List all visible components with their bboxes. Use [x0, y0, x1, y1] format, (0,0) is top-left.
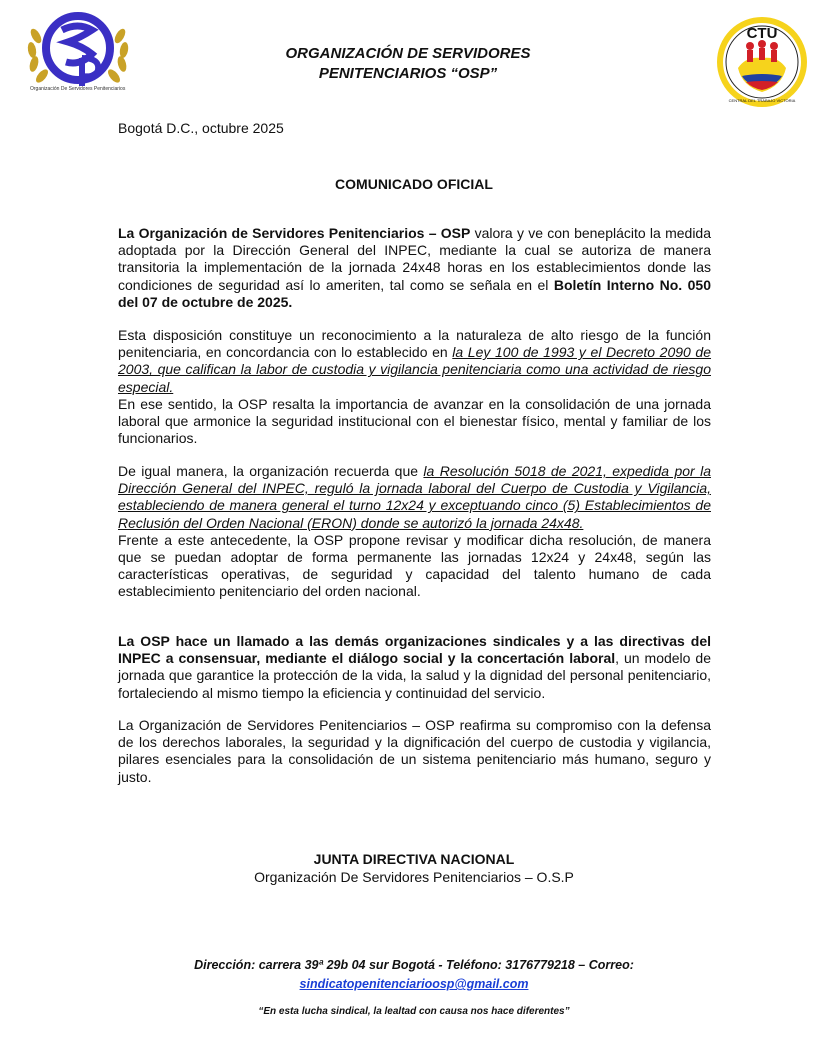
paragraph-7: La Organización de Servidores Penitenciarios – OSP reafirma su compromiso con la defensa de los derechos laborales, la seguridad y la dignificación del cuerpo de custodia y vigilancia, pilares esenciales para la consolidación de un sistema penitenciario más humano, seguro y justo.: [118, 717, 711, 785]
ctu-logo-ring-text: CENTRAL DEL TRABAJO VICTORIA: [728, 98, 796, 103]
document-heading: COMUNICADO OFICIAL: [335, 176, 493, 192]
footer-quote: “En esta lucha sindical, la lealtad con causa nos hace diferentes”: [258, 1006, 570, 1017]
paragraph-3: En ese sentido, la OSP resalta la importancia de avanzar en la consolidación de una jornada laboral que armonice la seguridad institucional con el bienestar físico, mental y familiar de los funcionarios.: [118, 395, 711, 447]
signature-organization: Organización De Servidores Penitenciarios – O.S.P: [254, 869, 574, 885]
ctu-logo-text: CTU: [746, 25, 778, 42]
paragraph-6-text: , un modelo de jornada que garantice la protección de la vida, la salud y la dignidad del personal penitenciario, fortaleciendo al mismo tiempo la eficiencia y continuidad del servicio.: [118, 650, 711, 701]
paragraph-2-underlined: la Ley 100 de 1993 y el Decreto 2090 de 2003, que califican la labor de custodia y vigilancia penitenciaria como una actividad de riesgo especial.: [118, 344, 712, 395]
paragraph-2-block: [118, 327, 711, 396]
paragraph-4: [118, 463, 711, 601]
paragraph-2-text: Esta disposición constituye un reconocimiento a la naturaleza de alto riesgo de la función penitenciaria, en concordancia con lo establecido en: [118, 327, 711, 361]
ctu-logo-icon: [716, 16, 808, 108]
organization-title-line-1: ORGANIZACIÓN DE SERVIDORES: [285, 45, 531, 62]
paragraph-1-bold-intro: La Organización de Servidores Penitenciarios – OSP: [118, 225, 471, 241]
paragraph-1-bold-end: Boletín Interno No. 050 del 07 de octubre de 2025.: [118, 276, 711, 310]
paragraph-4-block: [118, 463, 711, 532]
osp-logo-caption: Organización De Servidores Penitenciarios: [30, 86, 126, 92]
signature-title: JUNTA DIRECTIVA NACIONAL: [313, 851, 515, 867]
footer-email-link[interactable]: sindicatopenitenciarioosp@gmail.com: [299, 977, 529, 991]
paragraph-4-underlined: la Resolución 5018 de 2021, expedida por la Dirección General del INPEC, reguló la jornada laboral del Cuerpo de Custodia y Vigilancia, estableciendo de manera general el turno 12x24 y exceptuando cinco (5) Establecimientos de Reclusión del Orden Nacional (ERON) donde se autorizó la jornada 24x48.: [118, 463, 711, 531]
city-date: Bogotá D.C., octubre 2025: [118, 120, 284, 136]
footer-address: Dirección: carrera 39ª 29b 04 sur Bogotá - Teléfono: 3176779218 – Correo:: [194, 958, 634, 972]
paragraph-1-text: valora y ve con beneplácito la medida adoptada por la Dirección General del INPEC, mediante la cual se autoriza de manera transitoria la implementación de la jornada 24x48 horas en los establecimientos donde las condiciones de seguridad así lo ameriten, tal como se señala en el: [118, 225, 711, 293]
paragraph-1: [118, 225, 711, 311]
organization-title-line-2: PENITENCIARIOS “OSP”: [318, 65, 498, 82]
paragraph-2: [118, 327, 711, 447]
paragraph-6: [118, 633, 711, 702]
paragraph-4-text: De igual manera, la organización recuerda que: [118, 463, 424, 479]
organization-title: [230, 44, 586, 84]
paragraph-5: Frente a este antecedente, la OSP propone revisar y modificar dicha resolución, de manera que se puedan adoptar de forma permanente las jornadas 12x24 y 24x48, según las características operativas, de seguridad y capacidad del talento humano de cada establecimiento penitenciario del orden nacional.: [118, 531, 711, 600]
paragraph-6-bold: La OSP hace un llamado a las demás organizaciones sindicales y a las directivas del INPEC a consensuar, mediante el diálogo social y la concertación laboral: [118, 633, 711, 667]
